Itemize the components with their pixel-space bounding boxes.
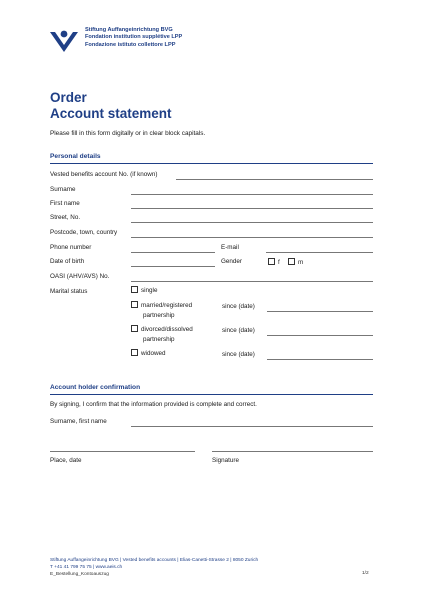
oasi-label: OASI (AHV/AVS) No. [50, 273, 110, 280]
gender-f-checkbox[interactable] [268, 258, 275, 265]
footer-address: Stiftung Auffangeinrichtung BVG | Vested benefits accounts | Elias-Canetti-Strasse 2 | 8050 Zurich [50, 558, 259, 563]
confirmation-statement: By signing, I confirm that the information provided is complete and correct. [50, 401, 257, 408]
first-name-label: First name [50, 200, 80, 207]
gender-label: Gender [221, 258, 243, 265]
status-divorced-label-2: partnership [143, 336, 175, 343]
married-since-label: since (date) [222, 303, 255, 310]
vested-account-label: Vested benefits account No. (if known) [50, 171, 158, 178]
status-single-option[interactable] [131, 286, 157, 296]
status-widowed-label: widowed [141, 350, 166, 357]
status-widowed-checkbox[interactable] [131, 349, 138, 356]
status-married-option[interactable] [131, 301, 192, 311]
confirmation-heading: Account holder confirmation [50, 384, 141, 391]
surname-first-name-field[interactable] [131, 426, 373, 427]
footer-contact: T +41 41 799 75 75 | www.aeis.ch [50, 565, 123, 570]
surname-first-name-label: Surname, first name [50, 418, 107, 425]
footer [50, 557, 258, 578]
page-title [50, 90, 172, 122]
gender-m-option[interactable] [288, 258, 303, 266]
email-field[interactable] [266, 252, 373, 253]
status-widowed-option[interactable] [131, 349, 166, 359]
marital-status-label: Marital status [50, 288, 88, 295]
title-line-1: Order [50, 90, 87, 105]
gender-m-checkbox[interactable] [288, 258, 295, 265]
org-name-de: Stiftung Auffangeinrichtung BVG [85, 27, 173, 33]
status-married-label-1: married/registered [141, 302, 193, 309]
section-rule [50, 163, 373, 164]
first-name-field[interactable] [131, 208, 373, 209]
street-field[interactable] [131, 222, 373, 223]
surname-label: Surname [50, 186, 76, 193]
status-divorced-checkbox[interactable] [131, 325, 138, 332]
divorced-since-label: since (date) [222, 327, 255, 334]
place-date-label: Place, date [50, 457, 82, 464]
street-label: Street, No. [50, 214, 81, 221]
page-number: 1/2 [362, 571, 369, 576]
gender-f-label: f [278, 259, 280, 266]
signature-label: Signature [212, 457, 239, 464]
divorced-since-field[interactable] [267, 335, 373, 336]
married-since-field[interactable] [267, 311, 373, 312]
postcode-field[interactable] [131, 237, 373, 238]
status-divorced-label-1: divorced/dissolved [141, 326, 193, 333]
foundation-logo [49, 28, 79, 54]
title-line-2: Account statement [50, 106, 172, 121]
signature-field[interactable] [212, 451, 373, 452]
widowed-since-label: since (date) [222, 351, 255, 358]
status-single-checkbox[interactable] [131, 286, 138, 293]
postcode-label: Postcode, town, country [50, 229, 118, 236]
place-date-field[interactable] [50, 451, 195, 452]
surname-field[interactable] [131, 194, 373, 195]
phone-field[interactable] [131, 252, 215, 253]
status-single-label: single [141, 287, 158, 294]
org-name-fr: Fondation institution supplétive LPP [85, 34, 183, 41]
email-label: E-mail [221, 244, 239, 251]
phone-label: Phone number [50, 244, 92, 251]
status-married-checkbox[interactable] [131, 301, 138, 308]
status-divorced-option[interactable] [131, 325, 193, 335]
dob-label: Date of birth [50, 258, 85, 265]
footer-document-code: E_Bestellung_Kontoauszug [50, 572, 109, 577]
status-married-label-2: partnership [143, 312, 175, 319]
intro-text: Please fill in this form digitally or in clear block capitals. [50, 130, 206, 137]
dob-field[interactable] [131, 266, 215, 267]
oasi-field[interactable] [131, 281, 373, 282]
personal-details-heading: Personal details [50, 153, 101, 160]
gender-m-label: m [298, 259, 304, 266]
widowed-since-field[interactable] [267, 359, 373, 360]
org-name-it: Fondazione istituto collettore LPP [85, 41, 176, 48]
section-rule [50, 394, 373, 395]
vested-account-field[interactable] [176, 179, 373, 180]
gender-f-option[interactable] [268, 258, 280, 266]
organization-name [85, 27, 182, 49]
